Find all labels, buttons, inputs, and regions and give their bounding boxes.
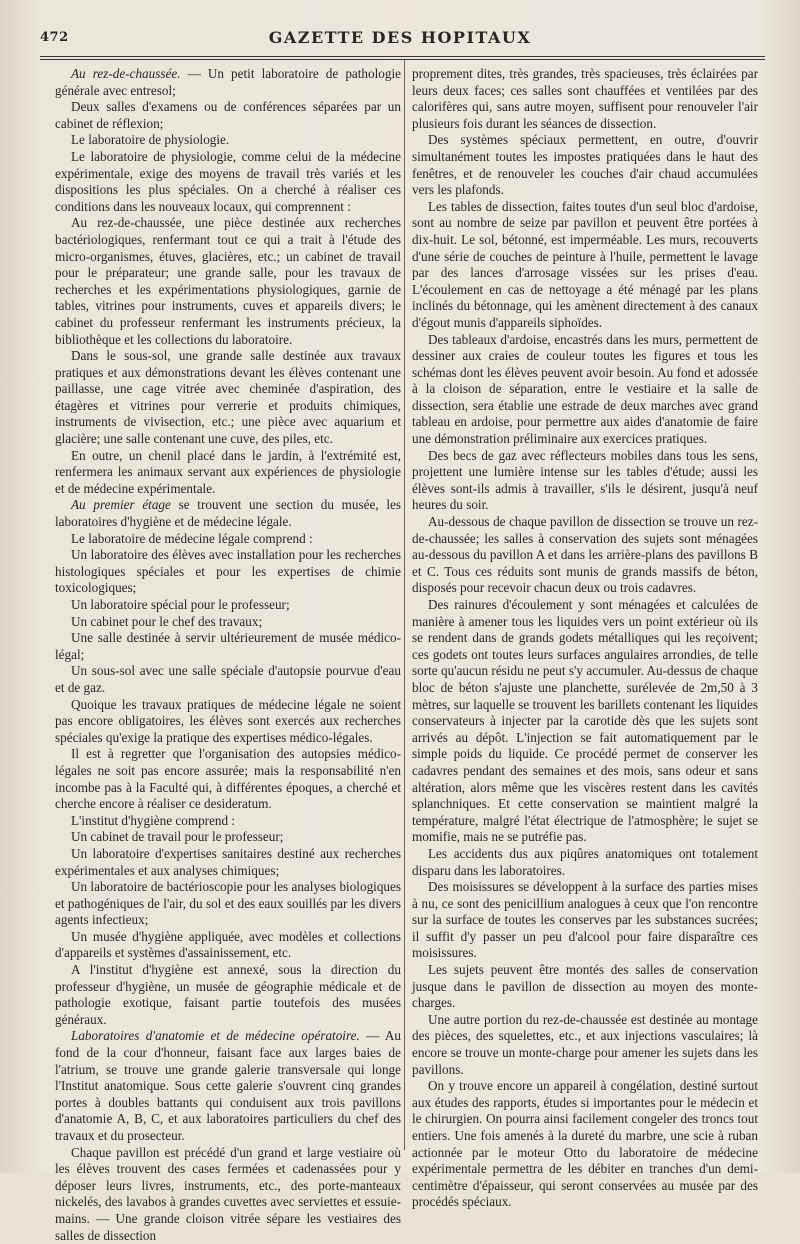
paragraph — [412, 1078, 758, 1211]
paragraph — [55, 99, 401, 132]
paragraph — [412, 199, 758, 332]
paragraph-text: Au-dessous de chaque pavillon de dissection se trouve un rez-de-chaussée; les salles à conservation des sujets sont ménagées au-dessous du pavillon A et dans les arrière-plans des pavillons B et C. Tous ces réduits sont munis de grands massifs de béton, disposés pour recevoir chacun deux ou trois cadavres. — [412, 514, 758, 596]
paragraph-lead: Laboratoires d'anatomie et de médecine opératoire. — [71, 1028, 360, 1044]
paragraph-text: On y trouve encore un appareil à congélation, destiné surtout aux études des rapports, études si importantes pour le médecin et le chirurgien. On pourra ainsi facilement congeler des troncs tout entiers. Une fois amenés à la dureté du marbre, une scie à ruban actionnée par le moteur Otto du laboratoire de médecine expérimentale permettra de les débiter en tranches d'un demi-centimètre d'épaisseur, qui seront conservées au musée par des procédés spéciaux. — [412, 1078, 758, 1210]
paragraph-text: proprement dites, très grandes, très spacieuses, très éclairées par leurs deux faces; ces salles sont chauffées et ventilées par des calorifères qui, sans autre moyen, suffisent pour renouveler l'air plusieurs fois durant les séances de dissection. — [412, 66, 758, 131]
paragraph — [55, 697, 401, 747]
left-column — [55, 66, 401, 1243]
paragraph-text: se trouvent une section du musée, les laboratoires d'hygiène et de médecine légale. — [55, 497, 401, 530]
paragraph-text: Un cabinet de travail pour le professeur; — [71, 829, 284, 845]
paragraph — [412, 846, 758, 879]
paragraph — [55, 497, 401, 530]
paragraph-text: Un cabinet pour le chef des travaux; — [71, 613, 263, 629]
paragraph-text: A l'institut d'hygiène est annexé, sous la direction du professeur d'hygiène, un musée de géographie médicale et de pathologie exotique, faisant partie toutefois des musées généraux. — [55, 962, 401, 1027]
paragraph — [55, 630, 401, 663]
paragraph — [55, 829, 401, 846]
paragraph — [412, 332, 758, 448]
paragraph-text: — Au fond de la cour d'honneur, faisant face aux larges baies de l'atrium, se trouve une grande galerie transversale qui longe l'Institut anatomique. Sous cette galerie s'ouvrent cinq grandes portes à doubles battants qui conduisent aux trois pavillons d'anatomie A, B, C, et aux laboratoires particuliers du chef des travaux et du prosecteur. — [55, 1028, 401, 1143]
paragraph-text: Des becs de gaz avec réflecteurs mobiles dans tous les sens, projettent une lumière intense sur les tables d'étude; aussi les élèves sont-ils admis à travailler, s'ils le désirent, jusqu'à neuf heures du soir. — [412, 447, 758, 513]
paragraph-text: Les sujets peuvent être montés des salles de conservation jusque dans le pavillon de dissection au moyen des monte-charges. — [412, 962, 758, 1011]
paragraph-text: Au rez-de-chaussée, une pièce destinée aux recherches bactériologiques, renfermant tout ce qui a trait à l'étude des micro-organismes, étuves, glacières, etc.; un cabinet de travail pour le préparateur; une grande salle, pour les travaux de recherches et les expérimentations physiologiques, garnie de tables, vitrines pour instruments, cuves et appareils divers; le cabinet du professeur renfermant les instruments précieux, la bibliothèque et les collections du laboratoire. — [55, 215, 401, 347]
paragraph — [55, 1145, 401, 1244]
paragraph — [55, 531, 401, 548]
paragraph — [55, 929, 401, 962]
paragraph — [412, 132, 758, 198]
paragraph — [55, 348, 401, 448]
paragraph-text: Une autre portion du rez-de-chaussée est destinée au montage des pièces, des squelettes, etc., et aux injections vasculaires; là encore se trouve un monte-charge pour amener les sujets dans les pavillons. — [412, 1011, 758, 1077]
column-divider — [404, 60, 405, 1150]
paragraph — [412, 66, 758, 132]
paragraph-text: Un laboratoire des élèves avec installation pour les recherches histologiques spéciales et pour les expertises de chimie toxicologiques; — [55, 547, 401, 596]
header-rule — [40, 56, 765, 60]
page-header — [0, 18, 800, 48]
page-number: 472 — [40, 30, 69, 45]
paragraph — [55, 813, 401, 830]
paragraph-text: Le laboratoire de médecine légale comprend : — [71, 530, 313, 546]
paragraph-text: Un laboratoire d'expertises sanitaires destiné aux recherches expérimentales et aux analyses chimiques; — [55, 845, 401, 878]
paragraph — [55, 1028, 401, 1144]
paragraph-text: Dans le sous-sol, une grande salle destinée aux travaux pratiques et aux démonstrations devant les élèves contenant une paillasse, une cage vitrée avec cheminée d'aspiration, des étagères et vitrines pour verrerie et produits chimiques, instruments de vivisection, etc.; une pièce avec aquarium et glacière; une salle contenant une cuve, des piles, etc. — [55, 348, 401, 447]
paragraph — [412, 514, 758, 597]
paragraph-text: Des systèmes spéciaux permettent, en outre, d'ouvrir simultanément toutes les impostes pratiquées dans le haut des fenêtres, et de renouveler les couches d'air chaud accumulées vers les plafonds. — [412, 132, 758, 198]
paragraph-text: En outre, un chenil placé dans le jardin, à l'extrémité est, renfermera les animaux servant aux expériences de physiologie et de médecine expérimentale. — [55, 447, 401, 496]
paragraph — [55, 215, 401, 348]
paragraph — [412, 1012, 758, 1078]
paragraph — [55, 663, 401, 696]
paragraph-text: Les accidents dus aux piqûres anatomiques ont totalement disparu dans les laboratoires. — [412, 845, 758, 878]
paragraph-text: Un musée d'hygiène appliquée, avec modèles et collections d'appareils et systèmes d'assainissement, etc. — [55, 928, 401, 961]
paragraph — [412, 962, 758, 1012]
paragraph-text: Chaque pavillon est précédé d'un grand et large vestiaire où les élèves trouvent des cases fermées et cadenassées pour y déposer leurs livres, instruments, etc., des porte-manteaux nickelés, des lavabos à grandes cuvettes avec serviettes et essuie-mains. — Une grande cloison vitrée sépare les vestiaires des salles de dissection — [55, 1144, 401, 1243]
paragraph-text: Un laboratoire de bactérioscopie pour les analyses biologiques et pathogéniques de l'air, du sol et des eaux souillés par les divers agents infectieux; — [55, 879, 401, 928]
paragraph — [55, 879, 401, 929]
paragraph-text: Des moisissures se développent à la surface des parties mises à nu, ce sont des penicillium analogues à ceux que l'on rencontre sur la surface de toutes les conserves par les substances sucrées; il suffit d'y passer un peu d'alcool pour faire disparaître ces moisissures. — [412, 879, 758, 961]
paragraph-text: L'institut d'hygiène comprend : — [71, 812, 236, 828]
paragraph — [55, 448, 401, 498]
paragraph — [55, 149, 401, 215]
paragraph — [55, 597, 401, 614]
paragraph-lead: Au rez-de-chaussée. — [71, 66, 181, 81]
paragraph-text: Deux salles d'examens ou de conférences séparées par un cabinet de réflexion; — [55, 99, 401, 131]
paragraph-text: Une salle destinée à servir ultérieurement de musée médico-légal; — [55, 630, 401, 662]
paragraph — [55, 846, 401, 879]
paragraph — [55, 547, 401, 597]
paragraph — [412, 597, 758, 846]
paragraph — [55, 614, 401, 631]
paragraph-text: Des rainures d'écoulement y sont ménagées et calculées de manière à amener tous les liquides vers un point extérieur où ils se rendent dans de grands godets métalliques qui les reçoivent; ces godets ont toutes leurs surfaces angulaires arrondies, de telle sorte qu'aucun résidu ne peut s'y accumuler. Au-dessus de chaque bloc de béton s'ajuste une planchette, surélevée de 2m,50 à 3 mètres, sur laquelle se trouvent les barillets contenant les liquides conservateurs à injecter par la carotide dès que les sujets sont arrivés au dépôt. L'injection se fait automatiquement par le simple poids du liquide. Ce procédé permet de conserver les cadavres pendant des semaines et des mois, sans odeur et sans altération, alors même que les viscères restent dans les cavités splanchniques. Et cette conservation se maintient malgré la température, malgré l'état électrique de l'atmosphère; le sujet se momifie, mais ne se putréfie pas. — [412, 597, 758, 845]
paragraph — [412, 879, 758, 962]
paragraph-text: Quoique les travaux pratiques de médecine légale ne soient pas encore obligatoires, les élèves sont exercés aux recherches spéciales qu'exige la pratique des expertises médico-légales. — [55, 696, 401, 745]
paragraph-text: Un sous-sol avec une salle spéciale d'autopsie pourvue d'eau et de gaz. — [55, 663, 401, 695]
paragraph — [55, 66, 401, 99]
paragraph-text: Un laboratoire spécial pour le professeur; — [71, 597, 290, 612]
paragraph — [412, 448, 758, 514]
paragraph-text: Des tableaux d'ardoise, encastrés dans les murs, permettent de dessiner aux craies de couleur toutes les figures et tous les schémas dont les élèves peuvent avoir besoin. Au fond et adossée à la cloison de séparation, entre le vestiaire et la salle de dissection, sera établie une estrade de deux marches avec grand tableau en ardoise, pour permettre aux aides d'anatomie de faire une démonstration préliminaire aux exercices pratiques. — [412, 331, 758, 447]
paragraph-text: Le laboratoire de physiologie. — [71, 132, 230, 148]
paragraph-text: Les tables de dissection, faites toutes d'un seul bloc d'ardoise, sont au nombre de seize par pavillon et peuvent être portées à dix-huit. Le sol, bétonné, est imperméable. Les murs, recouverts d'une série de couches de peinture à l'huile, permettent le lavage par des lances d'arrosage vissées sur les prises d'eau. L'écoulement en cas de nettoyage a été ménagé par les plans inclinés du bétonnage, qui les amènent directement à des canaux d'égout munis d'appareils siphoïdes. — [412, 198, 758, 330]
paragraph-lead: Au premier étage — [71, 497, 171, 513]
paragraph — [55, 132, 401, 149]
paragraph — [55, 962, 401, 1028]
paragraph-text: — Un petit laboratoire de pathologie générale avec entresol; — [55, 66, 401, 98]
paragraph — [55, 746, 401, 812]
right-column — [412, 66, 758, 1210]
journal-title: GAZETTE DES HOPITAUX — [268, 28, 532, 47]
paragraph-text: Il est à regretter que l'organisation des autopsies médico-légales ne soit pas encore assurée; mais la responsabilité n'en incombe pas à la Faculté qui, à différentes époques, a cherché et cherche encore à réaliser ce desideratum. — [55, 746, 401, 812]
paragraph-text: Le laboratoire de physiologie, comme celui de la médecine expérimentale, exige des moyens de travail très variés et les dispositions les plus spéciales. On a cherché à réaliser ces conditions dans les nouveaux locaux, qui comprennent : — [55, 148, 401, 214]
